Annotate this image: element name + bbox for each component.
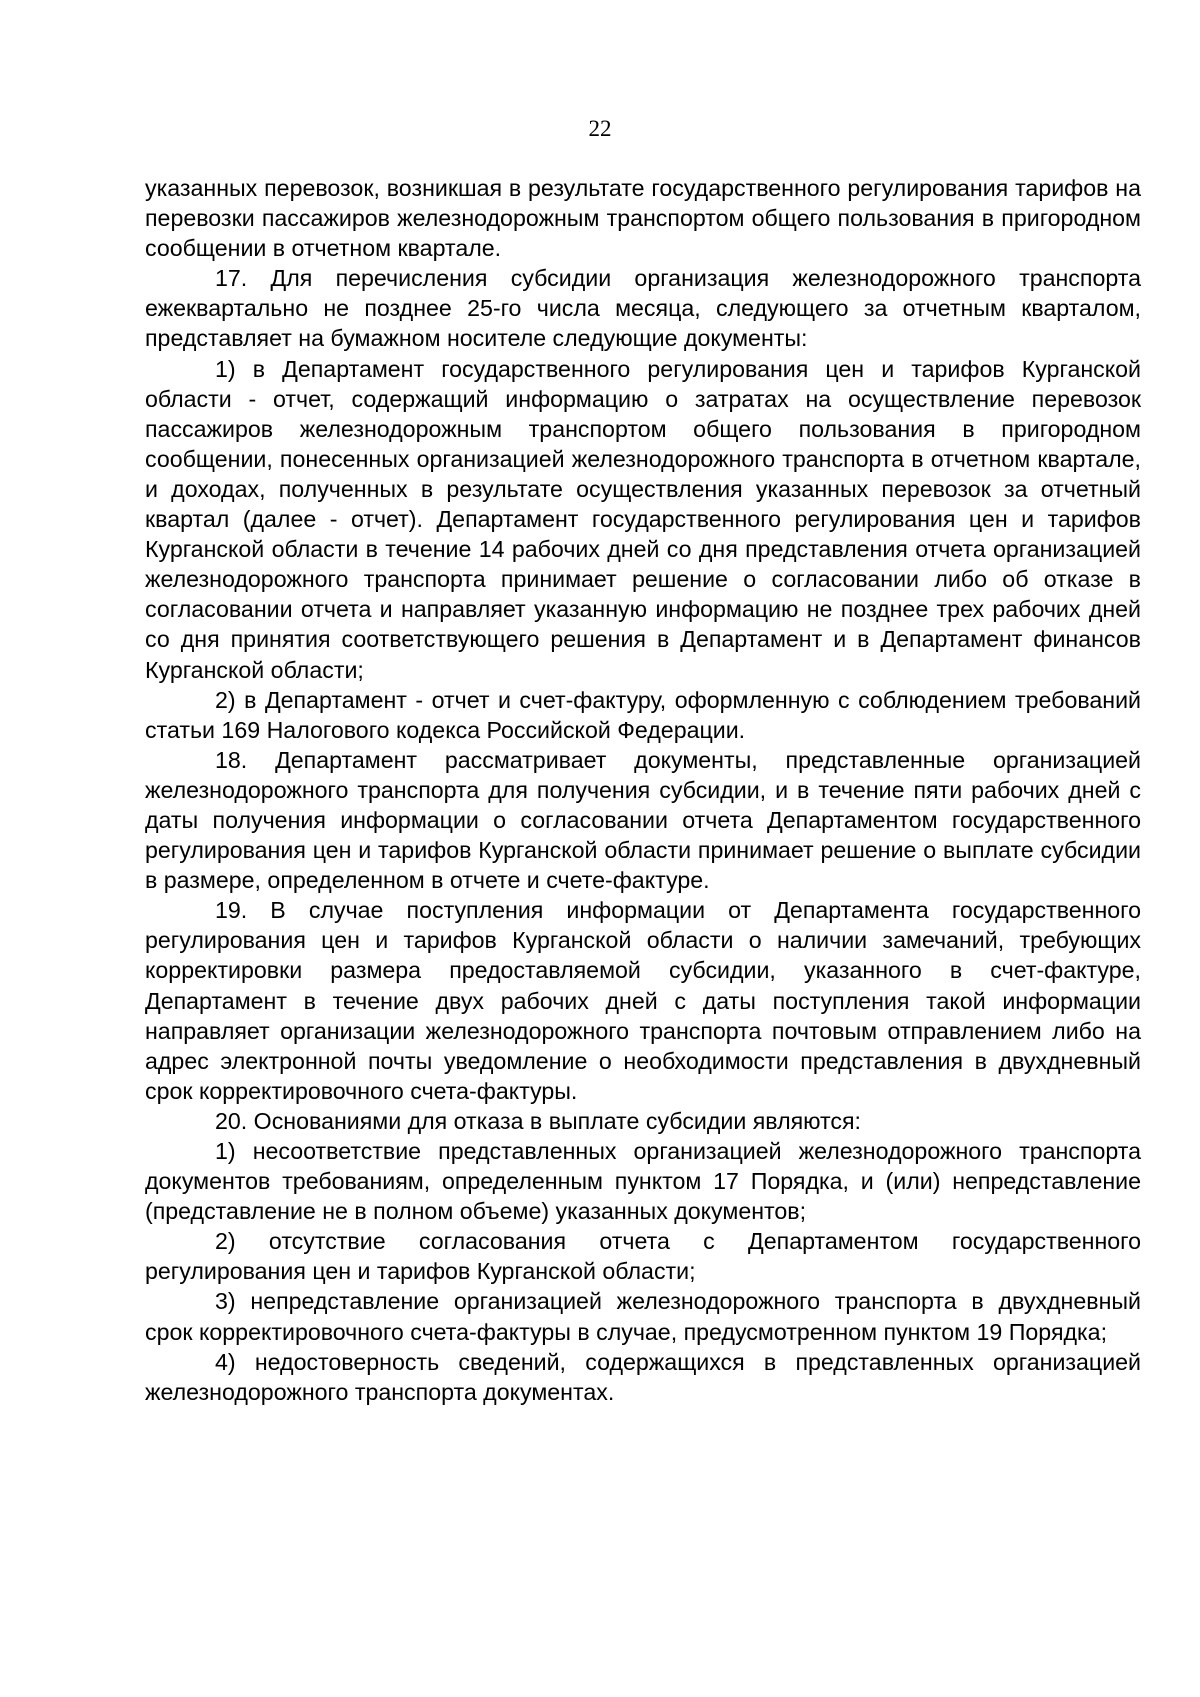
paragraph-item-19: 19. В случае поступления информации от Департамента государственного регулирования цен и тарифов Курганской области о наличии замечаний, требующих корректировки размера предоставляемой субсидии, указанного в счет-фактуре, Департамент в течение двух рабочих дней с даты поступления такой информации направляет организации железнодорожного транспорта почтовым отправлением либо на адрес электронной почты уведомление о необходимости представления в двухдневный срок корректировочного счета-фактуры. (145, 897, 1141, 1104)
paragraph-item-18: 18. Департамент рассматривает документы, представленные организацией железнодорожного транспорта для получения субсидии, и в течение пяти рабочих дней с даты получения информации о согласовании отчета Департаментом государственного регулирования цен и тарифов Курганской области принимает решение о выплате субсидии в размере, определенном в отчете и счете-фактуре. (145, 746, 1141, 894)
paragraph-item-20-3: 3) непредставление организацией железнодорожного транспорта в двухдневный срок корректировочного счета-фактуры в случае, предусмотренном пунктом 19 Порядка; (145, 1288, 1141, 1345)
page-number: 22 (588, 116, 612, 141)
paragraph-item-20-2: 2) отсутствие согласования отчета с Департаментом государственного регулирования цен и тарифов Курганской области; (145, 1228, 1141, 1285)
paragraph-item-17-2: 2) в Департамент - отчет и счет-фактуру, оформленную с соблюдением требований статьи 169 Налогового кодекса Российской Федерации. (145, 686, 1141, 743)
paragraph-item-20-4: 4) недостоверность сведений, содержащихся в представленных организацией железнодорожного транспорта документах. (145, 1348, 1141, 1405)
paragraph-item-17-1: 1) в Департамент государственного регулирования цен и тарифов Курганской области - отчет, содержащий информацию о затратах на осуществление перевозок пассажиров железнодорожным транспортом общего пользования в пригородном сообщении, понесенных организацией железнодорожного транспорта в отчетном квартале, и доходах, полученных в результате осуществления указанных перевозок за отчетный квартал (далее - отчет). Департамент государственного регулирования цен и тарифов Курганской области в течение 14 рабочих дней со дня представления отчета организацией железнодорожного транспорта принимает решение о согласовании либо об отказе в согласовании отчета и направляет указанную информацию не позднее трех рабочих дней со дня принятия соответствующего решения в Департамент и в Департамент финансов Курганской области; (145, 355, 1141, 683)
paragraph-item-17: 17. Для перечисления субсидии организация железнодорожного транспорта ежеквартально не позднее 25-го числа месяца, следующего за отчетным кварталом, представляет на бумажном носителе следующие документы: (145, 265, 1141, 352)
paragraph-continuation: указанных перевозок, возникшая в результате государственного регулирования тарифов на перевозки пассажиров железнодорожным транспортом общего пользования в пригородном сообщении в отчетном квартале. (145, 175, 1141, 262)
paragraph-item-20-1: 1) несоответствие представленных организацией железнодорожного транспорта документов требованиям, определенным пунктом 17 Порядка, и (или) непредставление (представление не в полном объеме) указанных документов; (145, 1138, 1141, 1225)
document-body (145, 173, 1141, 1407)
paragraph-item-20: 20. Основаниями для отказа в выплате субсидии являются: (215, 1107, 861, 1134)
